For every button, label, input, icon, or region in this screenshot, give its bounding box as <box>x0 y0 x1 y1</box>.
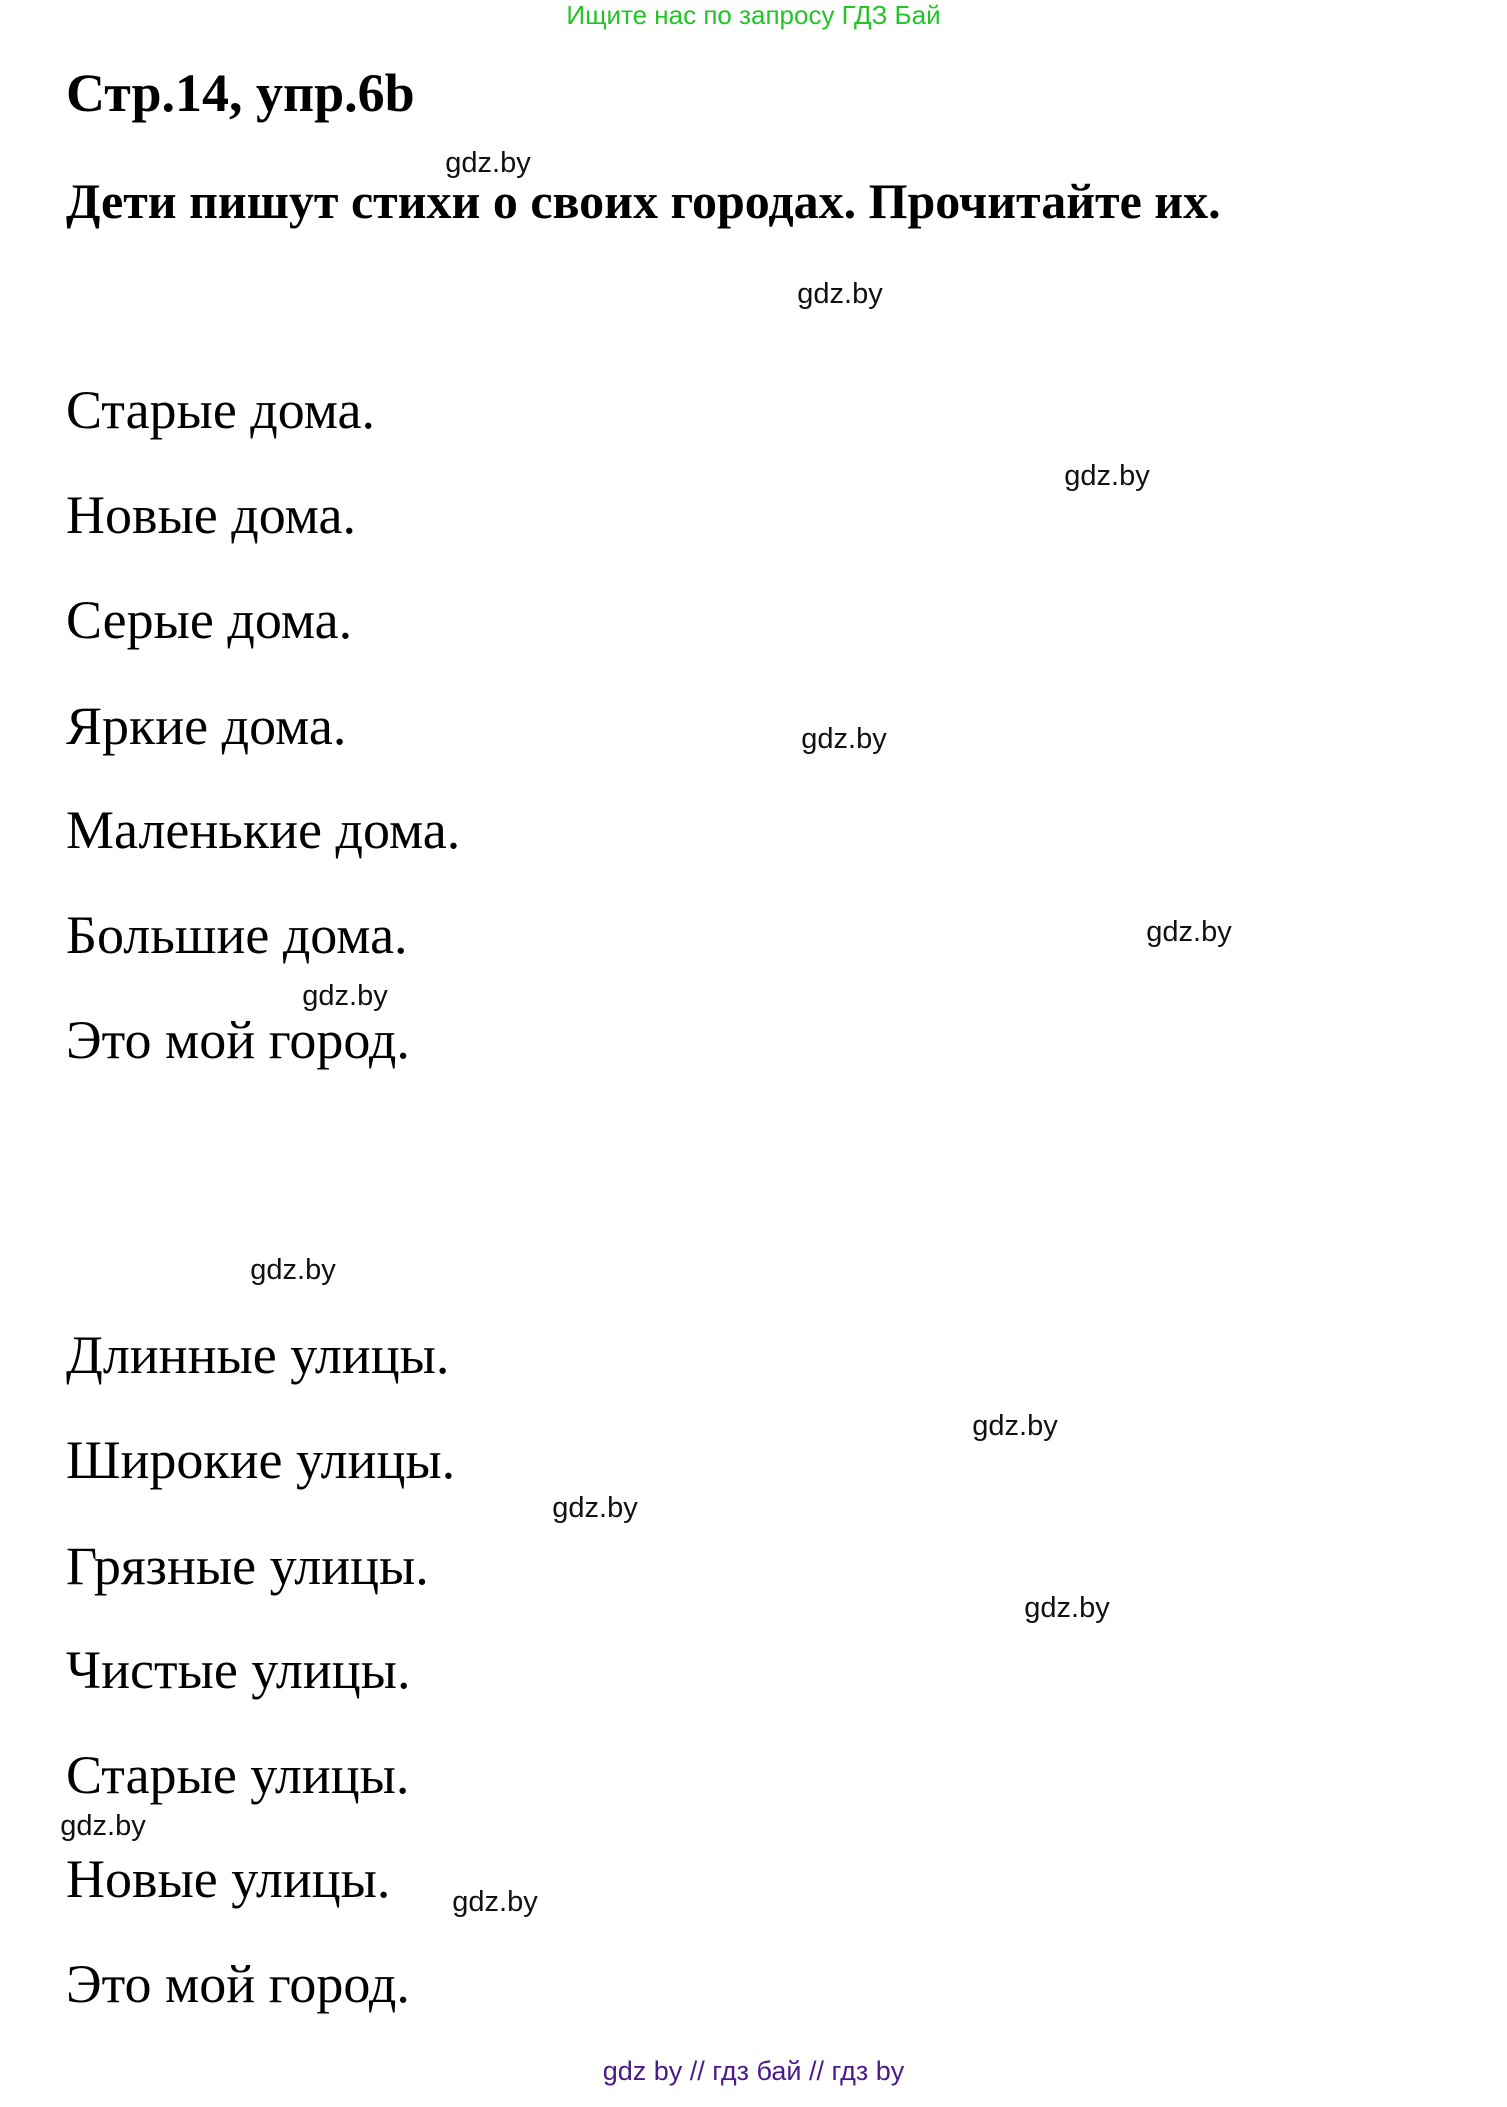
poem-line: Большие дома. <box>66 905 408 965</box>
poem-line: Это мой город. <box>66 1954 410 2014</box>
search-banner[interactable]: Ищите нас по запросу ГДЗ Бай <box>566 0 941 30</box>
watermark: gdz.by <box>552 1492 638 1524</box>
poem-line: Старые улицы. <box>66 1745 410 1805</box>
page-title: Стр.14, упр.6b <box>66 63 415 123</box>
watermark: gdz.by <box>302 980 388 1012</box>
poem-line: Новые улицы. <box>66 1849 391 1909</box>
poem-line: Длинные улицы. <box>66 1325 450 1385</box>
watermark: gdz.by <box>1024 1592 1110 1624</box>
poem-line: Яркие дома. <box>66 696 347 756</box>
watermark: gdz.by <box>972 1410 1058 1442</box>
watermark: gdz.by <box>445 147 531 179</box>
poem-line: Это мой город. <box>66 1010 410 1070</box>
exercise-instruction: Дети пишут стихи о своих городах. Прочитайте их. <box>66 173 1221 229</box>
watermark: gdz.by <box>60 1810 146 1842</box>
watermark: gdz.by <box>1146 916 1232 948</box>
poem-line: Новые дома. <box>66 485 356 545</box>
watermark: gdz.by <box>801 723 887 755</box>
poem-line: Старые дома. <box>66 380 375 440</box>
poem-line: Маленькие дома. <box>66 800 461 860</box>
watermark: gdz.by <box>250 1254 336 1286</box>
poem-line: Грязные улицы. <box>66 1536 429 1596</box>
watermark: gdz.by <box>1064 460 1150 492</box>
footer-links[interactable]: gdz by // гдз бай // гдз by <box>602 2056 905 2086</box>
poem-line: Чистые улицы. <box>66 1640 411 1700</box>
watermark: gdz.by <box>797 278 883 310</box>
poem-line: Широкие улицы. <box>66 1430 456 1490</box>
watermark: gdz.by <box>452 1886 538 1918</box>
poem-line: Серые дома. <box>66 590 353 650</box>
